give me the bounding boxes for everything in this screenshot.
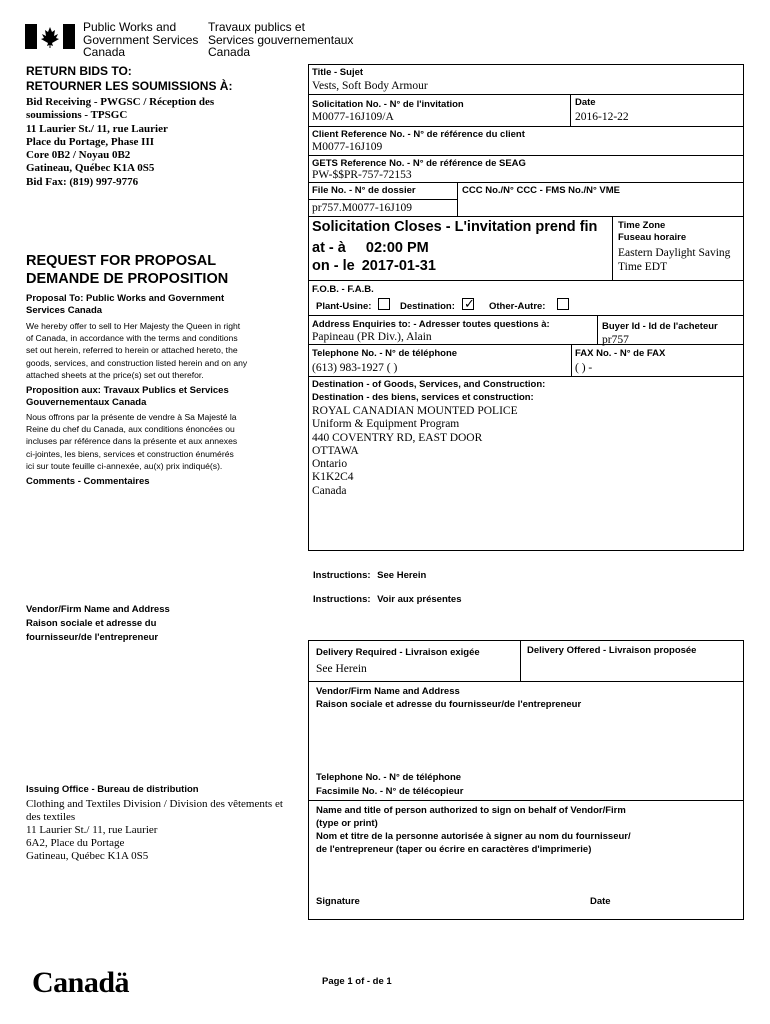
dest-line: OTTAWA <box>312 444 359 457</box>
destination-checkbox[interactable] <box>462 298 474 310</box>
dest-line: Canada <box>312 484 347 497</box>
text-line: set out herein, referred to herein or attached hereto, the <box>26 345 238 356</box>
return-bids-heading <box>26 64 232 93</box>
auth-line2: (type or print) <box>316 818 378 829</box>
tz-label-fr: Fuseau horaire <box>618 232 687 243</box>
gets-ref-label: GETS Reference No. - N° de référence de SEAG <box>312 158 526 169</box>
time-zone-label <box>618 220 686 244</box>
tz-value-line1: Eastern Daylight Saving <box>618 247 731 259</box>
date-value: 2016-12-22 <box>575 111 629 123</box>
solicitation-closes-label: Solicitation Closes - L'invitation prend fin <box>312 219 598 235</box>
destination-address <box>312 405 518 498</box>
issuing-office-address <box>26 798 283 863</box>
text-line: ici sur toute feuille ci-annexée, au(x) prix indiqué(s). <box>26 460 223 471</box>
dept-fr-line2: Services gouvernementaux <box>208 32 354 47</box>
authorized-person-label <box>316 804 631 856</box>
closing-date-row <box>312 258 436 274</box>
solicitation-no-value: M0077-16J109/A <box>312 111 394 123</box>
proposal-to-line2: Services Canada <box>26 304 103 316</box>
delivery-offered-label: Delivery Offered - Livraison proposée <box>527 645 697 656</box>
closing-date-value: 2017-01-31 <box>361 258 436 274</box>
delivery-required-label: Delivery Required - Livraison exigée <box>316 647 480 658</box>
buyer-id-value: pr757 <box>602 334 629 346</box>
vendor-name-label <box>316 685 581 711</box>
department-name-fr <box>208 21 353 59</box>
return-bids-title-en: RETURN BIDS TO: <box>26 64 132 78</box>
tz-label-en: Time Zone <box>618 220 666 231</box>
issuing-line: des textiles <box>26 811 76 823</box>
return-line: Place du Portage, Phase III <box>26 135 155 148</box>
return-line: soumissions - TPSGC <box>26 109 128 122</box>
comments-label: Comments - Commentaires <box>26 476 150 487</box>
client-ref-value: M0077-16J109 <box>312 141 383 153</box>
text-line: incluses par référence dans la présente et aux annexes <box>26 436 238 447</box>
instructions-label: Instructions: <box>313 594 371 605</box>
proposal-to-text <box>26 320 288 381</box>
other-label: Other-Autre: <box>489 301 546 312</box>
vendor-left-line3: fournisseur/de l'entrepreneur <box>26 632 159 643</box>
at-label: at - à <box>312 240 346 256</box>
bid-fax-line: Bid Fax: (819) 997-9776 <box>26 175 139 188</box>
fax-label: FAX No. - N° de FAX <box>575 348 666 359</box>
return-line: Gatineau, Québec K1A 0S5 <box>26 162 155 175</box>
telephone-value: (613) 983-1927 ( ) <box>312 362 398 374</box>
proposition-text <box>26 411 288 472</box>
issuing-line: 6A2, Place du Portage <box>26 837 125 849</box>
address-enquiries-label: Address Enquiries to: - Adresser toutes questions à: <box>312 319 550 330</box>
vendor-fax-label: Facsimile No. - N° de télécopieur <box>316 786 464 797</box>
instructions-en <box>313 570 426 581</box>
title-label: Title - Sujet <box>312 67 364 78</box>
buyer-id-label: Buyer Id - Id de l'acheteur <box>602 321 718 332</box>
telephone-label: Telephone No. - N° de téléphone <box>312 348 458 359</box>
text-line: ci-jointes, les biens, services et construction énumérés <box>26 448 234 459</box>
text-line: goods, services, and construction listed herein and on any <box>26 357 248 368</box>
proposition-label <box>26 385 229 408</box>
solicitation-no-label: Solicitation No. - N° de l'invitation <box>312 99 464 110</box>
delivery-required-value: See Herein <box>316 663 367 675</box>
canada-flag-logo <box>25 24 75 49</box>
issuing-line: 11 Laurier St./ 11, rue Laurier <box>26 824 158 836</box>
closing-time-row <box>312 240 429 256</box>
fax-value: ( ) - <box>575 362 593 374</box>
vendor-label-line2: Raison sociale et adresse du fournisseur/de l'entrepreneur <box>316 699 582 710</box>
file-no-value: pr757.M0077-16J109 <box>312 202 412 214</box>
address-enquiries-value: Papineau (PR Div.), Alain <box>312 331 432 343</box>
check-mark-icon: ✓ <box>464 296 475 311</box>
time-zone-value <box>618 247 730 274</box>
dest-line: Ontario <box>312 458 348 471</box>
issuing-office-label: Issuing Office - Bureau de distribution <box>26 784 199 795</box>
plant-checkbox[interactable] <box>378 298 390 310</box>
text-line: of Canada, in accordance with the terms and conditions <box>26 333 238 344</box>
proposition-line1: Proposition aux: Travaux Publics et Services <box>26 385 229 396</box>
return-bids-title-fr: RETOURNER LES SOUMISSIONS À: <box>26 78 233 93</box>
instructions-label: Instructions: <box>313 570 371 581</box>
return-line: Core 0B2 / Noyau 0B2 <box>26 149 131 162</box>
destination-goods-label <box>312 379 545 404</box>
return-bids-address <box>26 96 214 189</box>
vendor-phone-labels <box>316 771 463 799</box>
auth-line3: Nom et titre de la personne autorisée à signer au nom du fournisseur/ <box>316 831 631 842</box>
dest-line: ROYAL CANADIAN MOUNTED POLICE <box>312 405 518 417</box>
rfp-title-fr: DEMANDE DE PROPOSITION <box>26 271 229 287</box>
vendor-left-line1: Vendor/Firm Name and Address <box>26 604 170 615</box>
dest-line: 440 COVENTRY RD, EAST DOOR <box>312 431 483 444</box>
page-number: Page 1 of - de 1 <box>322 976 392 987</box>
plant-label: Plant-Usine: <box>316 301 372 312</box>
return-line: 11 Laurier St./ 11, rue Laurier <box>26 122 168 135</box>
fob-label: F.O.B. - F.A.B. <box>312 284 374 295</box>
dest-label-line2: Destination - des biens, services et construction: <box>312 391 534 403</box>
auth-line1: Name and title of person authorized to sign on behalf of Vendor/Firm <box>316 805 626 816</box>
date-label: Date <box>575 97 596 108</box>
ccc-no-label: CCC No./N° CCC - FMS No./N° VME <box>462 185 621 196</box>
dept-fr-line1: Travaux publics et <box>208 20 305 34</box>
signature-label: Signature <box>316 896 360 907</box>
issuing-line: Clothing and Textiles Division / Division des vêtements et <box>26 798 283 810</box>
on-label: on - le <box>312 258 355 274</box>
vendor-left-label <box>26 603 170 645</box>
title-value: Vests, Soft Body Armour <box>312 80 428 92</box>
signature-date-label: Date <box>590 896 611 907</box>
issuing-line: Gatineau, Québec K1A 0S5 <box>26 850 149 862</box>
dest-line: Uniform & Equipment Program <box>312 418 460 431</box>
text-line: attached sheets at the price(s) set out therefor. <box>26 369 204 380</box>
dept-en-line2: Government Services <box>83 32 199 47</box>
tz-value-line2: Time EDT <box>618 260 668 273</box>
destination-label: Destination: <box>400 301 455 312</box>
vendor-label-line1: Vendor/Firm Name and Address <box>316 686 460 697</box>
instructions-fr-value: Voir aux présentes <box>377 594 462 605</box>
text-line: Reine du chef du Canada, aux conditions énoncées ou <box>26 424 235 435</box>
proposition-line2: Gouvernementaux Canada <box>26 396 147 408</box>
vendor-telephone-label: Telephone No. - N° de téléphone <box>316 772 462 783</box>
vendor-left-line2: Raison sociale et adresse du <box>26 618 157 629</box>
department-name-en <box>83 21 198 59</box>
dest-line: K1K2C4 <box>312 471 354 484</box>
proposal-to-label <box>26 293 224 316</box>
gets-ref-value: PW-$$PR-757-72153 <box>312 169 412 181</box>
other-checkbox[interactable] <box>557 298 569 310</box>
return-line: Bid Receiving - PWGSC / Réception des <box>26 96 215 108</box>
dept-fr-line3: Canada <box>208 45 251 59</box>
client-ref-label: Client Reference No. - N° de référence du client <box>312 129 525 140</box>
auth-line4: de l'entrepreneur (taper ou écrire en caractères d'imprimerie) <box>316 844 592 855</box>
closing-time-value: 02:00 PM <box>365 240 429 256</box>
text-line: We hereby offer to sell to Her Majesty the Queen in right <box>26 321 241 331</box>
rfp-title-en: REQUEST FOR PROPOSAL <box>26 253 217 269</box>
rfp-title <box>26 252 228 288</box>
instructions-fr <box>313 594 461 605</box>
proposal-to-line1: Proposal To: Public Works and Government <box>26 293 225 304</box>
instructions-en-value: See Herein <box>377 570 427 581</box>
dept-en-line1: Public Works and <box>83 20 177 34</box>
canada-wordmark: Canadä <box>32 966 130 999</box>
dept-en-line3: Canada <box>83 45 126 59</box>
dest-label-line1: Destination - of Goods, Services, and Construction: <box>312 379 546 390</box>
text-line: Nous offrons par la présente de vendre à Sa Majesté la <box>26 412 237 422</box>
file-no-label: File No. - N° de dossier <box>312 185 416 196</box>
